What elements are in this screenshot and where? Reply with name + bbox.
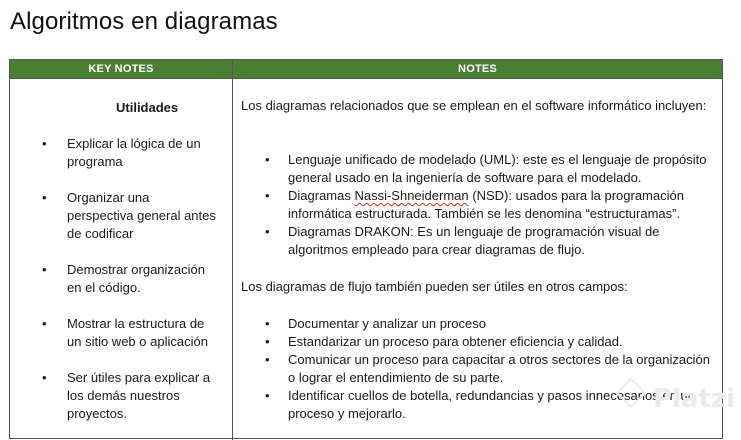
platzi-watermark: Platzi <box>653 384 735 414</box>
list-item: • Diagramas Nassi-Shneiderman (NSD): usados para la programación informática estructurada. También se les denomina “estructuramas”. <box>265 188 684 221</box>
spellcheck-underlined-word: Nassi-Shneiderman <box>354 188 469 203</box>
bullet-icon: • <box>265 188 270 203</box>
list-item: • Explicar la lógica de un programa <box>42 136 201 169</box>
bullet-icon: • <box>42 316 47 331</box>
list-item: • Identificar cuellos de botella, redundancias y pasos innecesarios en un proceso y mejorarlo. <box>265 388 695 421</box>
flow-intro: Los diagramas de flujo también pueden ser útiles en otros campos: <box>241 279 628 294</box>
bullet-icon: • <box>265 152 270 167</box>
key-notes-list <box>10 135 232 423</box>
notes-header: NOTES <box>233 60 722 78</box>
header-divider <box>10 78 722 79</box>
list-item: • Comunicar un proceso para capacitar a otros sectores de la organización o lograr el entendimiento de su parte. <box>265 352 711 385</box>
bullet-icon: • <box>42 136 47 151</box>
bullet-icon: • <box>42 262 47 277</box>
bullet-icon: • <box>42 190 47 205</box>
bullet-icon: • <box>265 316 270 331</box>
bullet-icon: • <box>265 352 270 367</box>
list-item: • Documentar y analizar un proceso <box>265 316 486 331</box>
flowchart-uses-list <box>233 315 722 423</box>
diagram-types-list <box>233 151 722 259</box>
key-notes-header: KEY NOTES <box>10 60 232 78</box>
list-item: • Demostrar organización en el código. <box>42 262 206 295</box>
list-item: • Organizar una perspectiva general antes de codificar <box>42 190 216 241</box>
utilities-heading: Utilidades <box>116 100 179 115</box>
list-item: • Estandarizar un proceso para obtener eficiencia y calidad. <box>265 334 623 349</box>
page-title: Algoritmos en diagramas <box>10 8 278 35</box>
list-item: • Mostrar la estructura de un sitio web o aplicación <box>42 316 208 349</box>
notes-table <box>9 59 723 439</box>
list-item: • Lenguaje unificado de modelado (UML): este es el lenguaje de propósito general usado en la ingeniería de software para el modelado. <box>265 152 707 185</box>
bullet-icon: • <box>265 334 270 349</box>
bullet-icon: • <box>265 224 270 239</box>
list-item: • Ser útiles para explicar a los demás nuestros proyectos. <box>42 370 211 421</box>
bullet-icon: • <box>42 370 47 385</box>
bullet-icon: • <box>265 388 270 403</box>
notes-intro: Los diagramas relacionados que se emplean en el software informático incluyen: <box>241 98 707 113</box>
list-item: • Diagramas DRAKON: Es un lenguaje de programación visual de algoritmos empleado para crear diagramas de flujo. <box>265 224 660 257</box>
